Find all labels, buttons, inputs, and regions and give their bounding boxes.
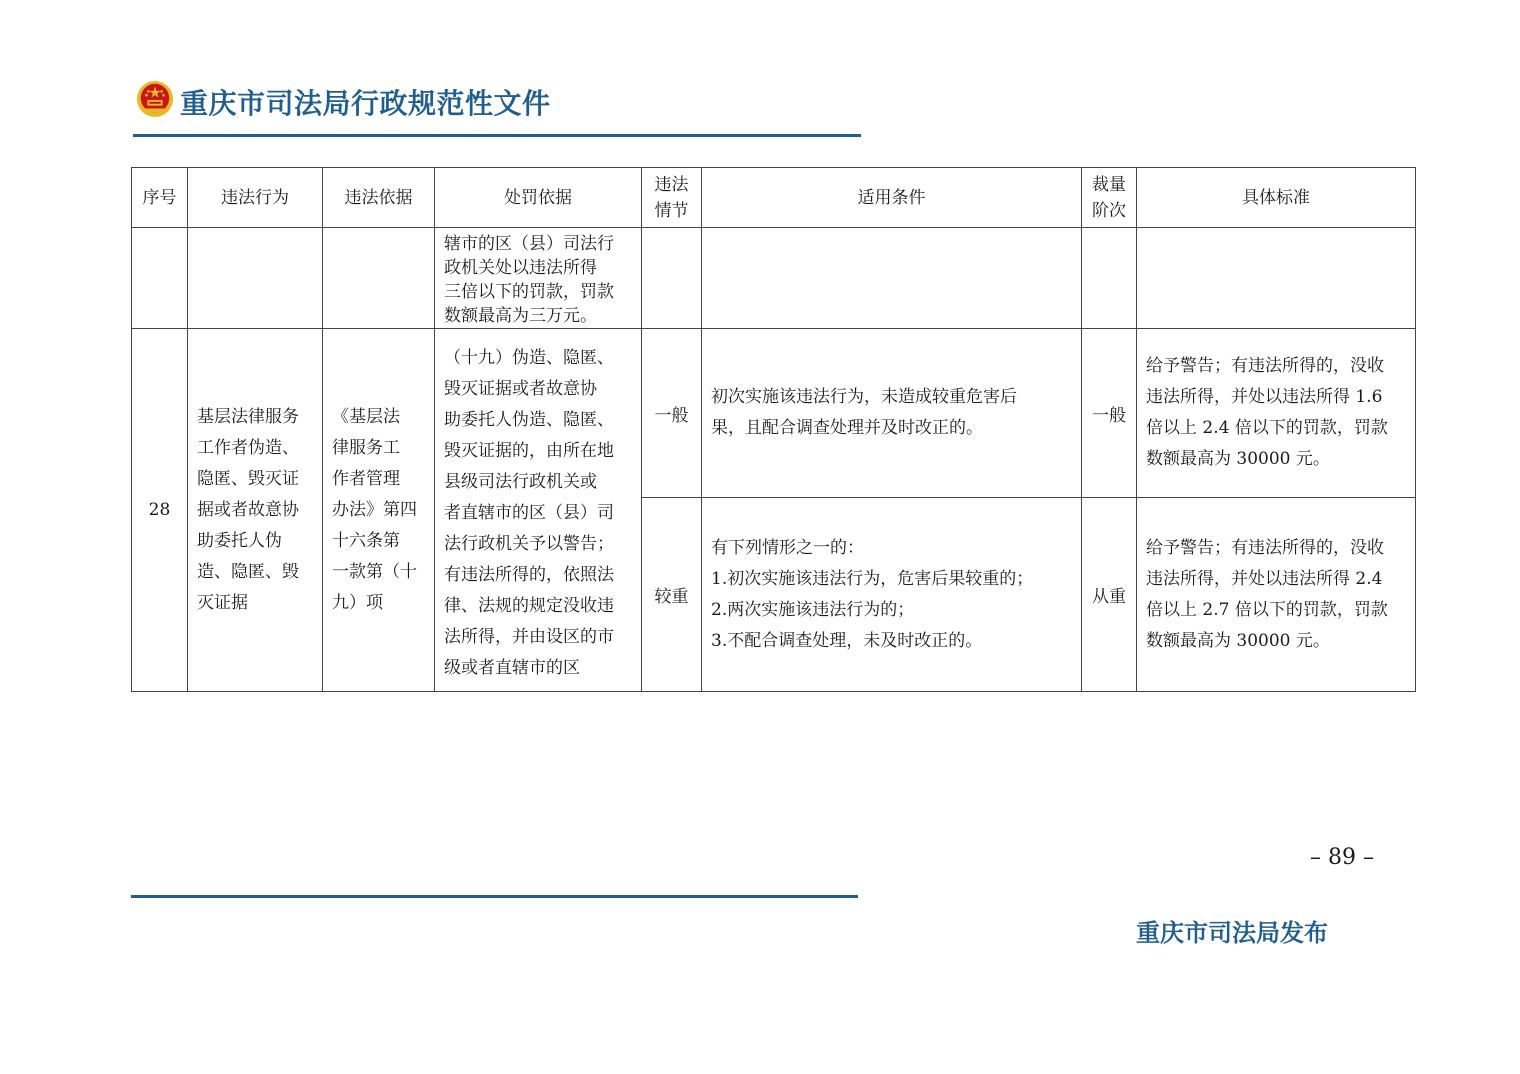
table-row [132,329,1416,498]
header-divider [133,134,861,137]
violation-act-cell: 基层法律服务 工作者伪造、 隐匿、毁灭证 据或者故意协 助委托人伪 造、隐匿、毁 灭证据 [188,329,323,692]
circumstance-cell: 一般 [642,329,702,498]
seq-cell: 28 [132,329,188,692]
table-row-continuation [132,228,1416,329]
discretion-level-cell: 从重 [1082,498,1137,692]
standard-cell: 给予警告；有违法所得的，没收 违法所得，并处以违法所得 2.4 倍以上 2.7 倍以下的罚款，罚款 数额最高为 30000 元。 [1137,498,1416,692]
header-level: 裁量 阶次 [1082,168,1137,228]
header-basis: 违法依据 [323,168,435,228]
header-standard: 具体标准 [1137,168,1416,228]
national-emblem-icon [136,80,174,118]
footer-divider [131,895,858,898]
publisher-label: 重庆市司法局发布 [1136,919,1328,947]
condition-cell: 有下列情形之一的： 1.初次实施该违法行为，危害后果较重的； 2.两次实施该违法行为的； 3.不配合调查处理，未及时改正的。 [702,498,1082,692]
penalty-basis-cell: （十九）伪造、隐匿、 毁灭证据或者故意协 助委托人伪造、隐匿、 毁灭证据的，由所在地 县级司法行政机关或 者直辖市的区（县）司 法行政机关予以警告； 有违法所得的，依照法 律、法规的规定没收违 法所得，并由设区的市 级或者直辖市的区 [435,329,642,692]
header-circumstance: 违法 情节 [642,168,702,228]
header-act: 违法行为 [188,168,323,228]
discretion-level-cell: 一般 [1082,329,1137,498]
violation-basis-cell: 《基层法 律服务工 作者管理 办法》第四 十六条第 一款第（十 九）项 [323,329,435,692]
header-penalty: 处罚依据 [435,168,642,228]
header-seq: 序号 [132,168,188,228]
penalty-standards-table [131,167,1416,692]
penalty-basis-cell: 辖市的区（县）司法行 政机关处以违法所得 三倍以下的罚款，罚款 数额最高为三万元。 [435,228,642,329]
header-conditions: 适用条件 [702,168,1082,228]
circumstance-cell: 较重 [642,498,702,692]
document-header-title: 重庆市司法局行政规范性文件 [180,87,551,120]
standard-cell: 给予警告；有违法所得的，没收 违法所得，并处以违法所得 1.6 倍以上 2.4 倍以下的罚款，罚款 数额最高为 30000 元。 [1137,329,1416,498]
condition-cell: 初次实施该违法行为，未造成较重危害后 果，且配合调查处理并及时改正的。 [702,329,1082,498]
page-number: – 89 – [1310,845,1374,870]
table-header-row [132,168,1416,228]
